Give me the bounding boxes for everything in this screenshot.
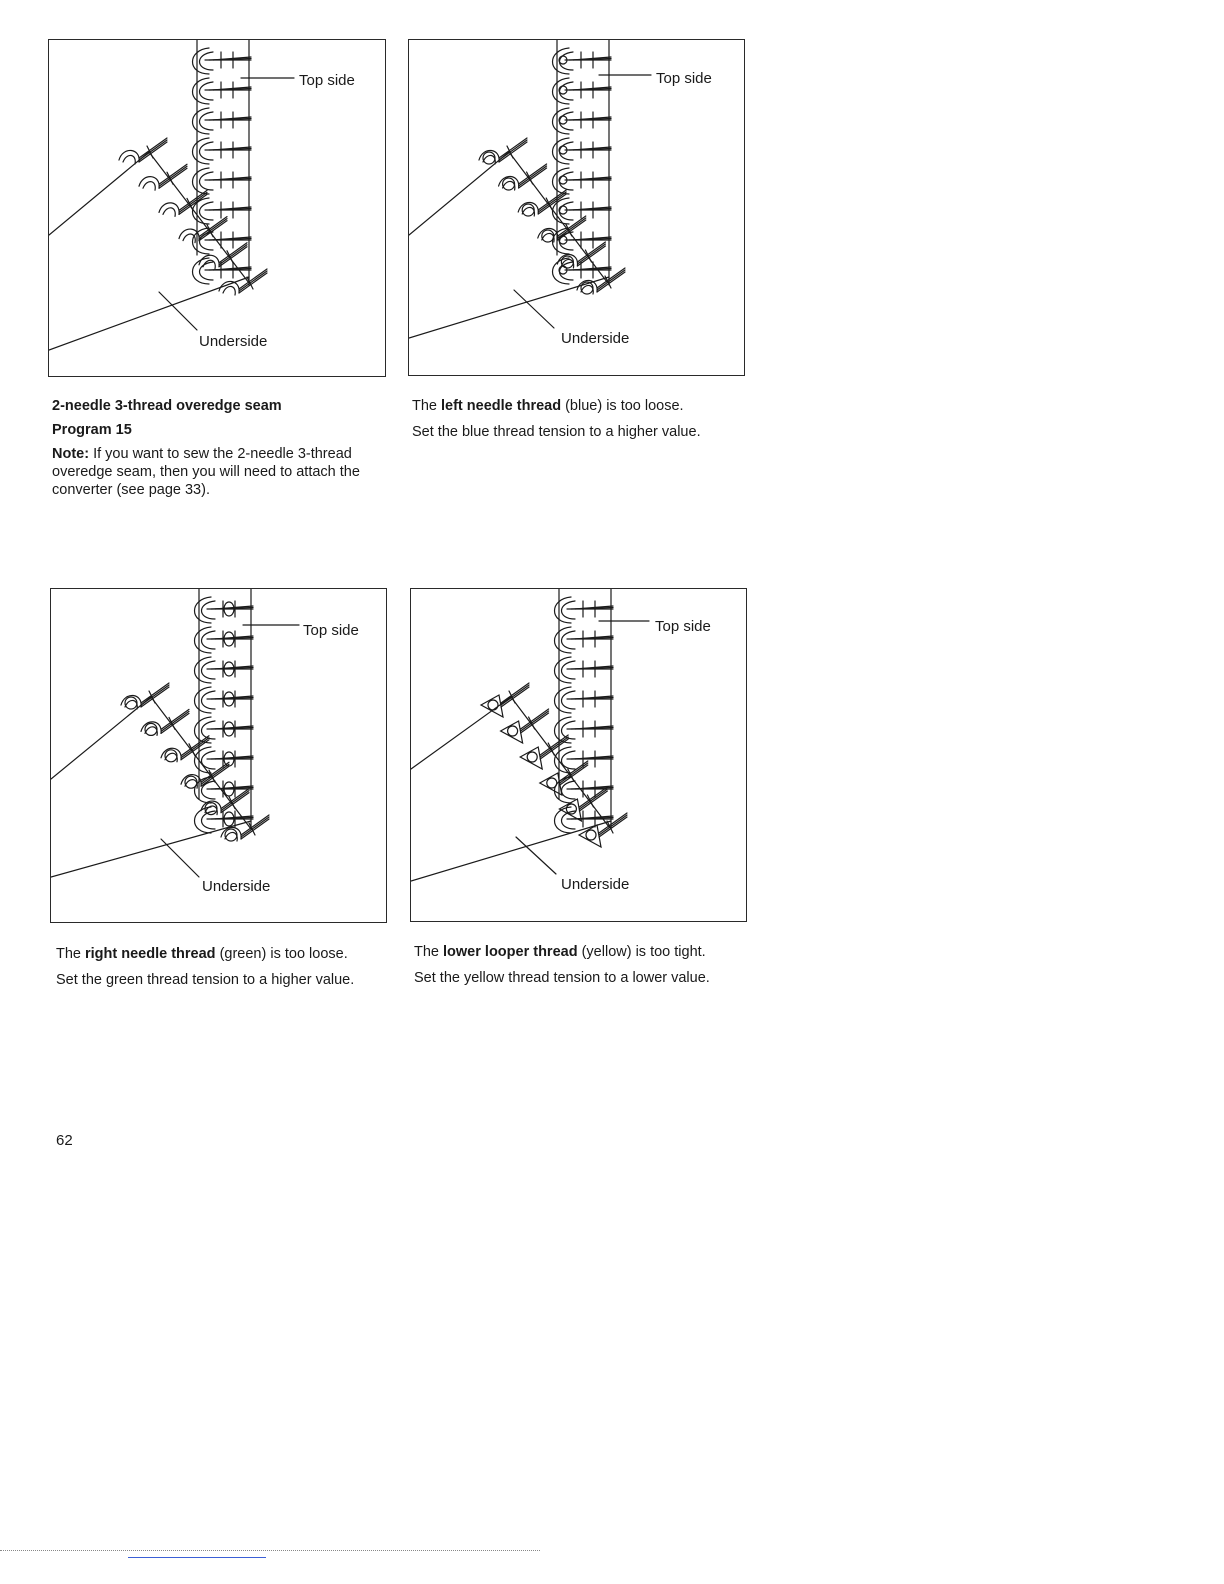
fabric-edge bbox=[411, 697, 511, 769]
top-side-label: Top side bbox=[656, 70, 712, 87]
thread-name: right needle thread bbox=[85, 946, 216, 962]
top-side-label: Top side bbox=[299, 72, 355, 89]
stitch-loop bbox=[577, 268, 625, 294]
underside-label: Underside bbox=[202, 878, 271, 895]
caption-text: The bbox=[414, 944, 444, 960]
stitch-loop bbox=[193, 48, 252, 74]
stitch-loop bbox=[553, 48, 612, 74]
stitch-loop bbox=[553, 78, 612, 104]
leader-line bbox=[161, 839, 199, 877]
figure-lower-looper-tight bbox=[410, 588, 747, 922]
fabric-edge bbox=[51, 821, 251, 877]
caption-lower-looper bbox=[414, 943, 724, 995]
footer-rule bbox=[0, 1550, 540, 1551]
fabric-edge bbox=[49, 152, 149, 235]
stitch-loop bbox=[555, 687, 614, 713]
stitch-loop bbox=[553, 168, 612, 194]
underside-label: Underside bbox=[561, 330, 630, 347]
note-label: Note: bbox=[52, 446, 90, 462]
stitch-loop bbox=[499, 164, 547, 190]
caption-right-needle bbox=[56, 945, 391, 997]
seam-illustration bbox=[409, 40, 745, 376]
fabric-edge bbox=[51, 697, 151, 779]
caption-text: (green) is too loose. bbox=[215, 946, 348, 962]
stitch-loop bbox=[538, 216, 586, 242]
seam-illustration bbox=[49, 40, 386, 377]
stitch-loop bbox=[553, 198, 612, 224]
stitch-loop bbox=[553, 108, 612, 134]
stitch-loop bbox=[195, 627, 254, 653]
thread-name: lower looper thread bbox=[443, 944, 578, 960]
stitch-loop bbox=[555, 597, 614, 623]
underside-label: Underside bbox=[561, 876, 630, 893]
footer-accent-line bbox=[128, 1557, 266, 1558]
instruction-text: Set the blue thread tension to a higher value. bbox=[412, 424, 701, 440]
seam-illustration bbox=[411, 589, 747, 922]
stitch-loop bbox=[119, 138, 167, 164]
thread-name: left needle thread bbox=[441, 398, 562, 414]
stitch-loop bbox=[219, 269, 267, 295]
instruction-text: Set the yellow thread tension to a lower value. bbox=[414, 970, 710, 986]
stitch-loop bbox=[199, 243, 247, 269]
top-side-label: Top side bbox=[655, 618, 711, 635]
stitch-loop bbox=[195, 717, 254, 743]
stitch-loop bbox=[193, 168, 252, 194]
stitch-loop bbox=[195, 657, 254, 683]
caption-text: (yellow) is too tight. bbox=[577, 944, 706, 960]
figure-left-needle-loose bbox=[408, 39, 745, 376]
instruction-text: Set the green thread tension to a higher value. bbox=[56, 972, 355, 988]
stitch-loop bbox=[193, 78, 252, 104]
stitch-loop bbox=[193, 138, 252, 164]
caption-text: The bbox=[56, 946, 86, 962]
stitch-loop bbox=[193, 108, 252, 134]
fabric-edge bbox=[411, 821, 611, 881]
stitch-loop bbox=[195, 747, 254, 773]
stitch-loop bbox=[195, 597, 254, 623]
top-side-label: Top side bbox=[303, 622, 359, 639]
caption-seam-intro bbox=[52, 397, 387, 507]
stitch-loop bbox=[121, 683, 169, 709]
fabric-edge bbox=[409, 152, 509, 235]
program-number: Program 15 bbox=[52, 422, 132, 438]
underside-label: Underside bbox=[199, 333, 268, 350]
stitch-loop bbox=[195, 687, 254, 713]
seam-illustration bbox=[51, 589, 387, 923]
figure-balanced-seam bbox=[48, 39, 386, 377]
stitch-loop bbox=[139, 164, 187, 190]
stitch-loop bbox=[555, 657, 614, 683]
stitch-loop bbox=[553, 228, 612, 254]
seam-heading: 2-needle 3-thread overedge seam bbox=[52, 398, 282, 414]
caption-left-needle bbox=[412, 397, 742, 449]
note-text: If you want to sew the 2-needle 3-thread overedge seam, then you will need to attach the converter (see page 33). bbox=[52, 446, 360, 498]
caption-text: (blue) is too loose. bbox=[561, 398, 684, 414]
stitch-loop bbox=[553, 138, 612, 164]
stitch-loop bbox=[141, 709, 189, 735]
caption-text: The bbox=[412, 398, 442, 414]
stitch-loop bbox=[555, 627, 614, 653]
leader-line bbox=[516, 837, 556, 874]
stitch-loop bbox=[479, 138, 527, 164]
page-number: 62 bbox=[56, 1132, 73, 1149]
figure-right-needle-loose bbox=[50, 588, 387, 923]
fabric-edge bbox=[511, 697, 609, 827]
stitch-loop bbox=[555, 747, 614, 773]
